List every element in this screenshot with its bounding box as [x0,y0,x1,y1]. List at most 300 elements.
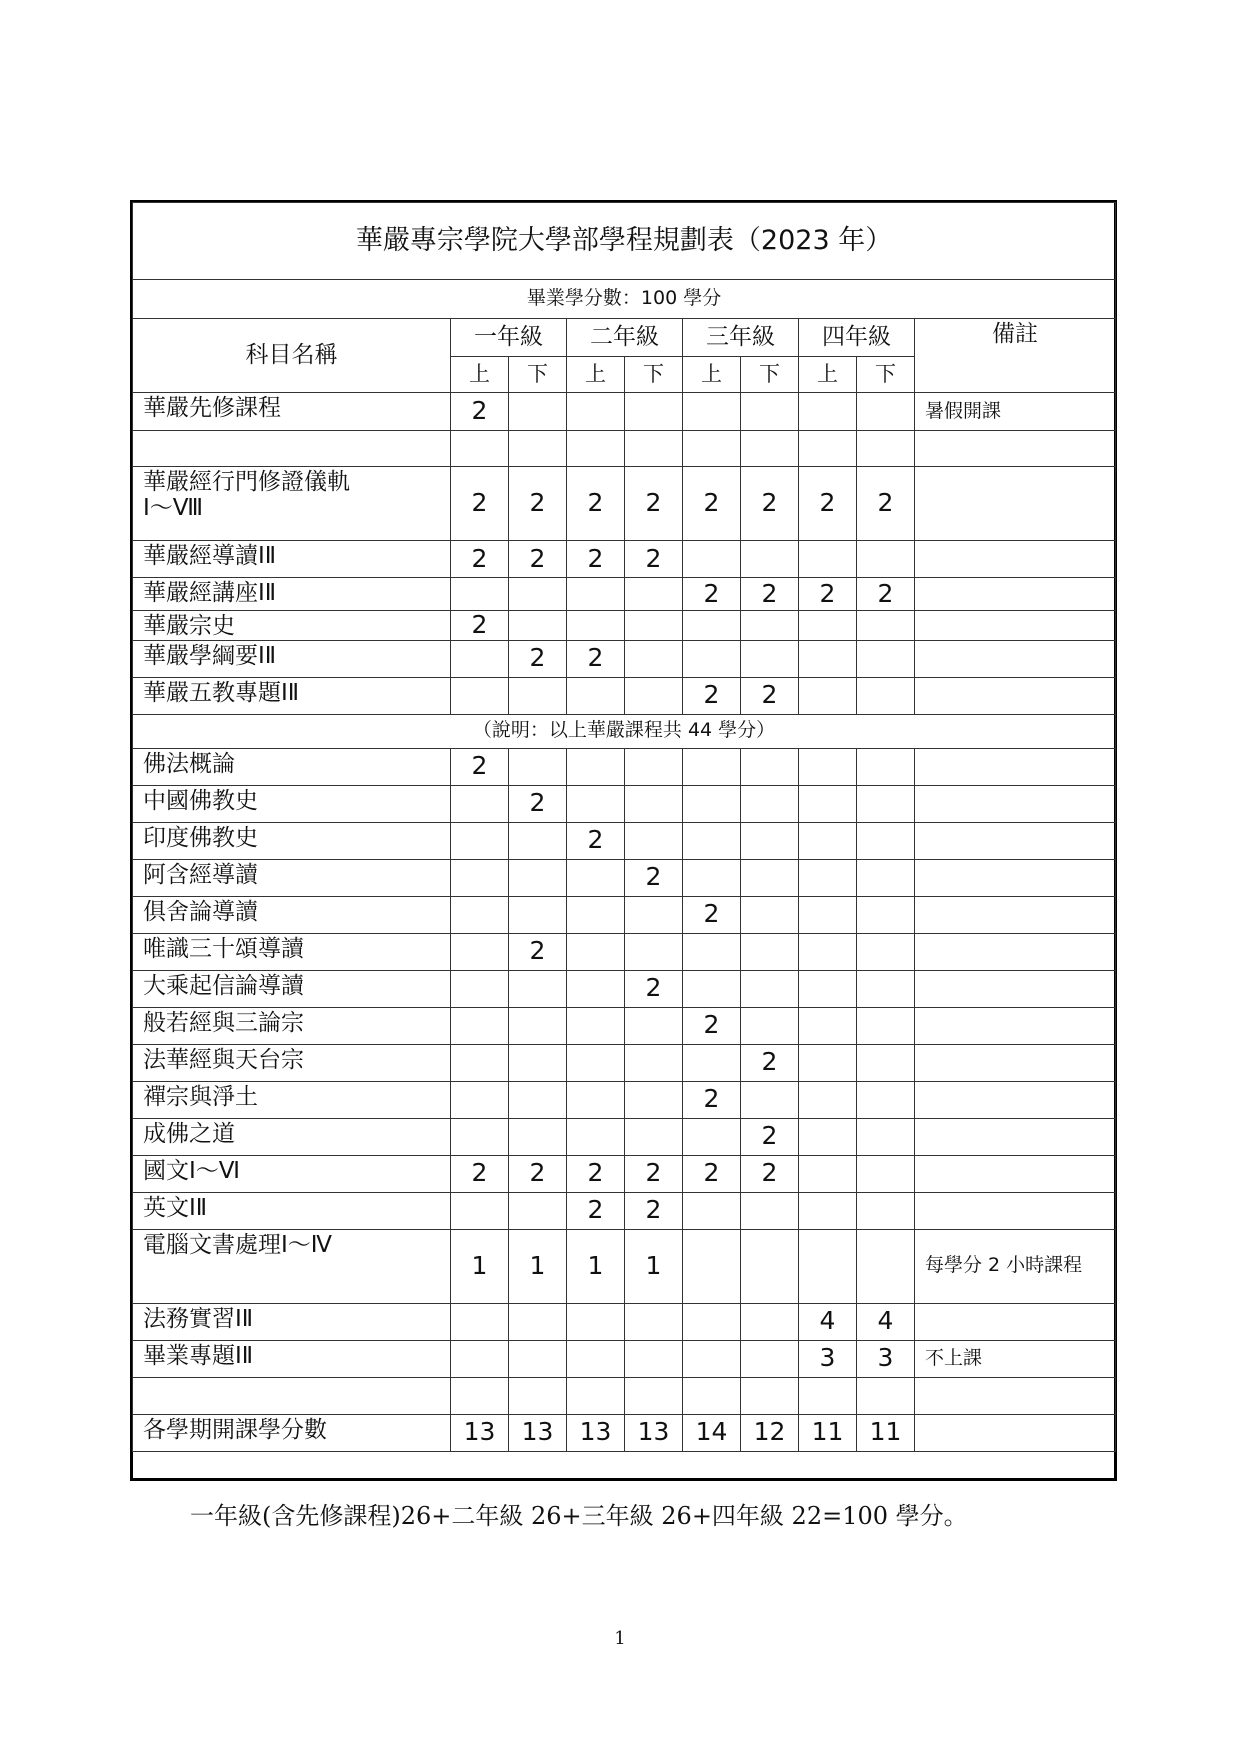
credit-cell [567,1303,625,1340]
course-row [133,1229,1116,1303]
credit-cell [567,1118,625,1155]
remark-cell: 每學分 2 小時課程 [915,1229,1116,1303]
credit-cell [567,748,625,785]
credit-cell: 2 [509,467,567,541]
page-number: 1 [614,1628,626,1649]
credit-cell [451,1377,509,1414]
remark-cell [915,896,1116,933]
course-name: 禪宗與淨土 [133,1081,451,1118]
credit-cell: 2 [741,1044,799,1081]
credit-cell: 13 [625,1414,683,1451]
remark-cell [915,822,1116,859]
credit-cell [451,640,509,677]
course-row [133,1340,1116,1377]
credit-cell [625,1303,683,1340]
semester-header: 下 [857,357,915,393]
credit-cell [799,859,857,896]
blank-row [133,431,1116,467]
remark-cell [915,578,1116,611]
credit-cell [625,1044,683,1081]
credit-cell [625,1118,683,1155]
course-row [133,578,1116,611]
credit-cell: 2 [567,640,625,677]
course-name: 俱舍論導讀 [133,896,451,933]
title-row [133,203,1116,280]
remark-cell [915,785,1116,822]
remark-cell [915,1377,1116,1414]
credit-cell: 2 [451,541,509,578]
credit-cell: 2 [509,785,567,822]
credit-cell [567,1377,625,1414]
credit-cell: 2 [741,1118,799,1155]
course-name: 畢業專題ⅠⅡ [133,1340,451,1377]
credit-cell [625,1007,683,1044]
course-row [133,896,1116,933]
credit-cell [509,1044,567,1081]
credit-cell [683,393,741,431]
credit-cell [857,1229,915,1303]
credit-cell [741,896,799,933]
remark-cell [915,1081,1116,1118]
credit-cell [625,748,683,785]
credit-cell [857,1155,915,1192]
credit-cell [857,431,915,467]
credit-cell [741,859,799,896]
credit-cell: 2 [567,541,625,578]
year-1-header: 一年級 [451,319,567,357]
credit-cell: 2 [567,822,625,859]
credit-cell [567,970,625,1007]
credit-cell: 2 [625,859,683,896]
course-name: 佛法概論 [133,748,451,785]
remark-cell [915,611,1116,641]
course-name: 法華經與天台宗 [133,1044,451,1081]
course-name: 華嚴五教專題ⅠⅡ [133,677,451,714]
credit-cell: 2 [799,467,857,541]
credit-cell [509,822,567,859]
credit-cell [799,1229,857,1303]
credit-cell: 2 [567,467,625,541]
course-name: 華嚴經行門修證儀軌 Ⅰ～Ⅷ [133,467,451,541]
credit-cell: 2 [857,467,915,541]
credit-cell: 2 [683,467,741,541]
credit-cell [625,896,683,933]
credit-cell [451,822,509,859]
credit-cell [857,785,915,822]
remark-cell [915,970,1116,1007]
credit-cell [451,1044,509,1081]
credit-cell [857,541,915,578]
course-name: 印度佛教史 [133,822,451,859]
credit-cell: 11 [799,1414,857,1451]
remark-cell [915,1155,1116,1192]
credit-cell [683,785,741,822]
credit-cell [567,393,625,431]
year-2-header: 二年級 [567,319,683,357]
credit-cell [509,1007,567,1044]
course-name: 華嚴經導讀ⅠⅡ [133,541,451,578]
blank-row [133,1377,1116,1414]
course-row [133,970,1116,1007]
credit-cell [741,1081,799,1118]
credit-cell [799,541,857,578]
credit-cell: 2 [857,578,915,611]
credit-cell [741,611,799,641]
credit-cell: 2 [509,640,567,677]
credit-cell: 13 [451,1414,509,1451]
credit-cell: 2 [451,467,509,541]
credit-cell [451,933,509,970]
credit-cell [683,1118,741,1155]
course-row [133,1414,1116,1451]
credits-summary: 一年級(含先修課程)26+二年級 26+三年級 26+四年級 22=100 學分。 [190,1502,968,1530]
credit-cell: 2 [683,1081,741,1118]
credit-cell [625,431,683,467]
remark-cell [915,1007,1116,1044]
course-row [133,1007,1116,1044]
credit-cell: 2 [683,677,741,714]
semester-header: 下 [625,357,683,393]
credit-cell: 2 [509,1155,567,1192]
credit-cell [857,822,915,859]
credit-cell [741,822,799,859]
credit-cell: 2 [799,578,857,611]
credit-cell: 11 [857,1414,915,1451]
course-name: 成佛之道 [133,1118,451,1155]
credit-cell [799,970,857,1007]
credit-cell: 2 [741,1155,799,1192]
general-course-rows [133,748,1116,1451]
credit-cell: 2 [451,611,509,641]
credit-cell [799,1377,857,1414]
credit-cell [799,822,857,859]
credit-cell [799,1044,857,1081]
credit-cell [509,578,567,611]
credit-cell [451,785,509,822]
credit-cell [451,970,509,1007]
credit-cell [741,1303,799,1340]
course-name [133,431,451,467]
credit-cell [625,640,683,677]
course-name: 唯識三十頌導讀 [133,933,451,970]
credit-cell [509,393,567,431]
credit-cell [567,578,625,611]
credit-cell: 2 [625,541,683,578]
remark-cell [915,677,1116,714]
credit-cell: 2 [451,393,509,431]
credit-cell [799,896,857,933]
credit-cell [741,541,799,578]
credit-cell: 2 [625,970,683,1007]
credit-cell [625,785,683,822]
credit-cell [683,1340,741,1377]
course-name: 華嚴先修課程 [133,393,451,431]
credit-cell: 2 [451,1155,509,1192]
course-row [133,1081,1116,1118]
remark-cell [915,1118,1116,1155]
credit-cell [451,578,509,611]
credit-cell [683,1377,741,1414]
credit-cell [741,1007,799,1044]
credit-cell: 13 [567,1414,625,1451]
credit-cell [683,431,741,467]
remark-cell [915,748,1116,785]
credit-cell [857,677,915,714]
credit-cell [857,611,915,641]
credit-cell [625,578,683,611]
credit-cell: 3 [857,1340,915,1377]
header-row-years [133,319,1116,357]
credit-cell [683,1229,741,1303]
course-row [133,640,1116,677]
credit-cell: 3 [799,1340,857,1377]
course-row [133,933,1116,970]
credit-cell [509,1192,567,1229]
remark-cell: 暑假開課 [915,393,1116,431]
remark-cell [915,1303,1116,1340]
credit-cell [857,1007,915,1044]
credit-cell [857,1192,915,1229]
graduation-credits: 畢業學分數：100 學分 [133,280,1116,319]
credit-cell [683,640,741,677]
credit-cell [509,1118,567,1155]
course-row [133,1155,1116,1192]
credit-cell: 2 [509,933,567,970]
course-name: 阿含經導讀 [133,859,451,896]
course-name: 華嚴經講座ⅠⅡ [133,578,451,611]
credit-cell [799,1007,857,1044]
credit-cell [857,1081,915,1118]
year-4-header: 四年級 [799,319,915,357]
credit-cell: 13 [509,1414,567,1451]
credit-cell [741,1229,799,1303]
credit-cell [857,1118,915,1155]
credit-cell [509,1303,567,1340]
semester-header: 下 [741,357,799,393]
credit-cell: 2 [741,467,799,541]
credit-cell [799,748,857,785]
credit-cell [683,541,741,578]
credit-cell [567,859,625,896]
remark-cell [915,1044,1116,1081]
course-name: 各學期開課學分數 [133,1414,451,1451]
credit-cell [799,933,857,970]
credit-cell [741,970,799,1007]
credit-cell [683,859,741,896]
credit-cell [741,748,799,785]
credit-cell: 1 [625,1229,683,1303]
year-3-header: 三年級 [683,319,799,357]
credit-cell [625,677,683,714]
credit-cell: 4 [857,1303,915,1340]
credit-cell [567,785,625,822]
credit-cell [451,896,509,933]
credit-cell: 2 [509,541,567,578]
credit-cell [625,822,683,859]
credit-cell [741,1192,799,1229]
credit-cell [509,896,567,933]
credit-cell [683,748,741,785]
credit-cell [509,970,567,1007]
credit-cell [451,1081,509,1118]
credit-cell [567,933,625,970]
semester-header: 上 [683,357,741,393]
course-row [133,467,1116,541]
credit-cell [567,677,625,714]
credit-cell: 2 [683,1155,741,1192]
credit-cell [509,677,567,714]
credit-cell [857,1044,915,1081]
credit-cell [451,1118,509,1155]
credit-cell [567,1340,625,1377]
credit-cell [509,1377,567,1414]
remark-cell [915,933,1116,970]
credit-cell [625,933,683,970]
credit-cell [451,431,509,467]
credit-cell: 1 [509,1229,567,1303]
credit-cell [857,933,915,970]
credit-cell [683,970,741,1007]
course-row [133,677,1116,714]
course-row [133,611,1116,641]
table-title: 華嚴專宗學院大學部學程規劃表（2023 年） [133,203,1116,280]
credit-cell [509,748,567,785]
credit-cell [625,611,683,641]
credit-cell [857,859,915,896]
credit-cell: 2 [683,578,741,611]
credit-cell: 2 [741,677,799,714]
explanation-row [133,714,1116,748]
credit-cell [741,431,799,467]
curriculum-table [132,202,1116,1452]
credit-cell: 2 [625,467,683,541]
credit-cell [799,677,857,714]
remark-cell [915,541,1116,578]
credit-cell [451,1340,509,1377]
credit-cell [799,785,857,822]
credit-cell [799,611,857,641]
credit-cell: 4 [799,1303,857,1340]
credit-cell [451,1007,509,1044]
credit-cell [799,1081,857,1118]
credit-cell [625,393,683,431]
course-name: 華嚴宗史 [133,611,451,641]
course-row [133,785,1116,822]
credit-cell: 2 [625,1192,683,1229]
course-row [133,541,1116,578]
huayan-credits-explanation: （說明：以上華嚴課程共 44 學分） [133,714,1116,748]
course-name: 大乘起信論導讀 [133,970,451,1007]
course-row [133,822,1116,859]
course-row [133,1192,1116,1229]
course-row [133,1118,1116,1155]
credit-cell [683,1192,741,1229]
remarks-header: 備註 [915,319,1116,393]
credit-cell [799,431,857,467]
credit-cell [509,1340,567,1377]
credit-cell [683,611,741,641]
course-name: 般若經與三論宗 [133,1007,451,1044]
credit-cell [683,1044,741,1081]
credit-cell [451,1303,509,1340]
credit-cell [567,1007,625,1044]
credit-cell: 2 [567,1192,625,1229]
credit-cell [741,640,799,677]
remark-cell [915,1414,1116,1451]
course-row [133,1303,1116,1340]
course-name: 國文Ⅰ～Ⅵ [133,1155,451,1192]
credit-cell: 14 [683,1414,741,1451]
credit-cell [683,1303,741,1340]
credit-cell: 12 [741,1414,799,1451]
credit-cell [567,611,625,641]
credit-cell [625,1377,683,1414]
credit-cell: 2 [567,1155,625,1192]
credit-cell [741,1377,799,1414]
credit-cell [857,1377,915,1414]
credit-cell [857,748,915,785]
credit-cell: 2 [683,1007,741,1044]
course-name: 華嚴學綱要ⅠⅡ [133,640,451,677]
credit-cell [509,859,567,896]
credit-cell [567,1044,625,1081]
course-name: 中國佛教史 [133,785,451,822]
credit-cell [509,1081,567,1118]
semester-header: 上 [567,357,625,393]
credit-cell [799,393,857,431]
remark-cell: 不上課 [915,1340,1116,1377]
course-row [133,393,1116,431]
credit-cell [741,785,799,822]
remark-cell [915,859,1116,896]
credit-cell [741,1340,799,1377]
semester-header: 下 [509,357,567,393]
course-row [133,748,1116,785]
credit-cell [683,933,741,970]
credit-cell: 2 [625,1155,683,1192]
credit-cell: 1 [567,1229,625,1303]
course-row [133,859,1116,896]
credit-cell [451,1192,509,1229]
remark-cell [915,431,1116,467]
semester-header: 上 [799,357,857,393]
credit-cell: 2 [683,896,741,933]
course-name: 電腦文書處理Ⅰ～Ⅳ [133,1229,451,1303]
subject-header: 科目名稱 [133,319,451,393]
credit-cell [857,896,915,933]
credit-cell [799,1192,857,1229]
credit-cell [509,431,567,467]
credit-cell [451,859,509,896]
remark-cell [915,467,1116,541]
credit-cell [799,640,857,677]
credit-cell [857,393,915,431]
credit-cell [625,1081,683,1118]
course-name: 法務實習ⅠⅡ [133,1303,451,1340]
credit-cell [567,1081,625,1118]
credit-cell: 1 [451,1229,509,1303]
course-name [133,1377,451,1414]
credit-cell [567,431,625,467]
course-name: 英文ⅠⅡ [133,1192,451,1229]
credit-cell: 2 [741,578,799,611]
credit-cell [799,1118,857,1155]
credit-cell [741,933,799,970]
credits-row [133,280,1116,319]
huayan-course-rows [133,393,1116,715]
credit-cell [509,611,567,641]
credit-cell [799,1155,857,1192]
